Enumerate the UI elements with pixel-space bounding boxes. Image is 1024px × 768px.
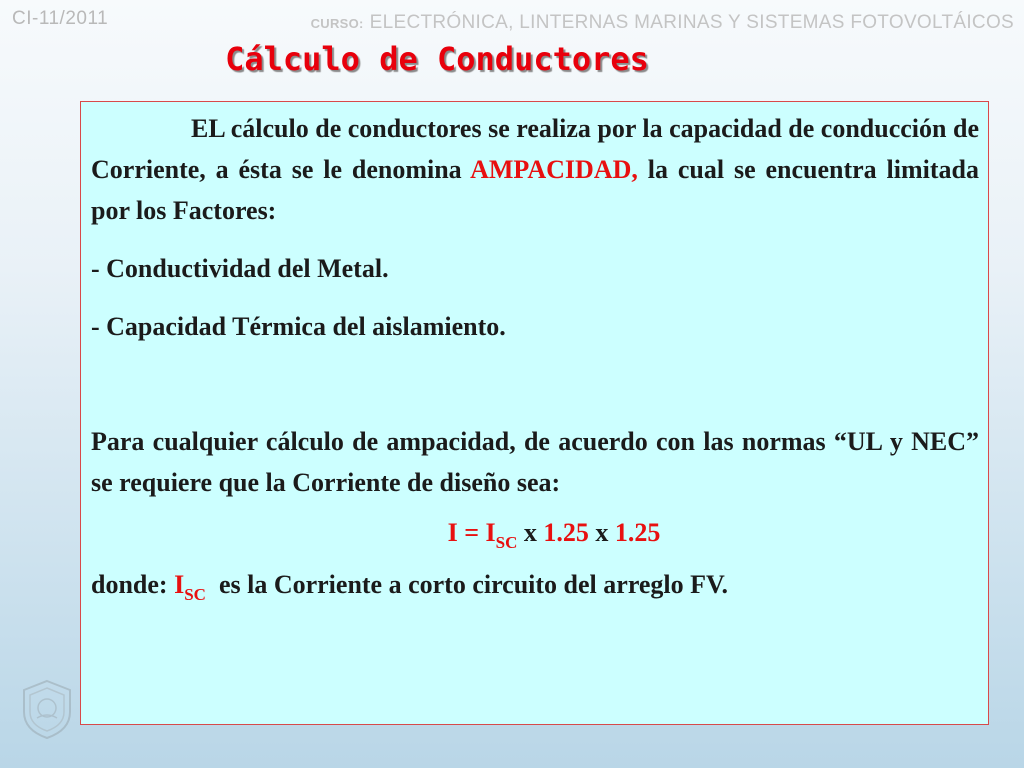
where-label: donde:: [91, 570, 168, 599]
isc-symbol: I: [174, 570, 185, 599]
factor-item-conductivity: - Conductividad del Metal.: [91, 254, 389, 283]
ampacidad-term: AMPACIDAD,: [470, 155, 638, 184]
slide-code: CI-11/2011: [12, 8, 109, 29]
norms-paragraph: Para cualquier cálculo de ampacidad, de acuerdo con las normas “UL y NEC” se requiere que la Corriente de diseño sea:: [91, 427, 979, 497]
formula-factor-2: 1.25: [614, 518, 661, 547]
intro-lead: EL cálculo de conductores se realiza por la capacidad de conducción de Corriente, a ésta se le denomina: [91, 114, 979, 184]
slide-title: Cálculo de Conductores: [225, 40, 649, 78]
formula-factor-1: 1.25: [543, 518, 589, 547]
ampacity-formula: [91, 512, 979, 553]
university-seal-icon: [20, 678, 75, 740]
formula-times-1: x: [523, 518, 537, 547]
factor-item-thermal-capacity: - Capacidad Térmica del aislamiento.: [91, 312, 506, 341]
course-header: [311, 12, 1014, 34]
isc-description: es la Corriente a corto circuito del arreglo FV.: [218, 570, 728, 599]
intro-tail: la cual se encuentra limitada por los Factores:: [91, 155, 979, 225]
isc-subscript: SC: [184, 585, 206, 604]
course-name: ELECTRÓNICA, LINTERNAS MARINAS Y SISTEMAS FOTOVOLTÁICOS: [369, 12, 1014, 33]
formula-times-2: x: [595, 518, 609, 547]
formula-lhs-subscript: SC: [495, 533, 518, 552]
course-label: CURSO:: [310, 16, 364, 31]
formula-lhs: I = I: [447, 518, 496, 547]
definition-line: [91, 564, 979, 605]
content-box: [80, 101, 989, 725]
spacer: [91, 347, 979, 421]
intro-paragraph: [91, 108, 979, 231]
